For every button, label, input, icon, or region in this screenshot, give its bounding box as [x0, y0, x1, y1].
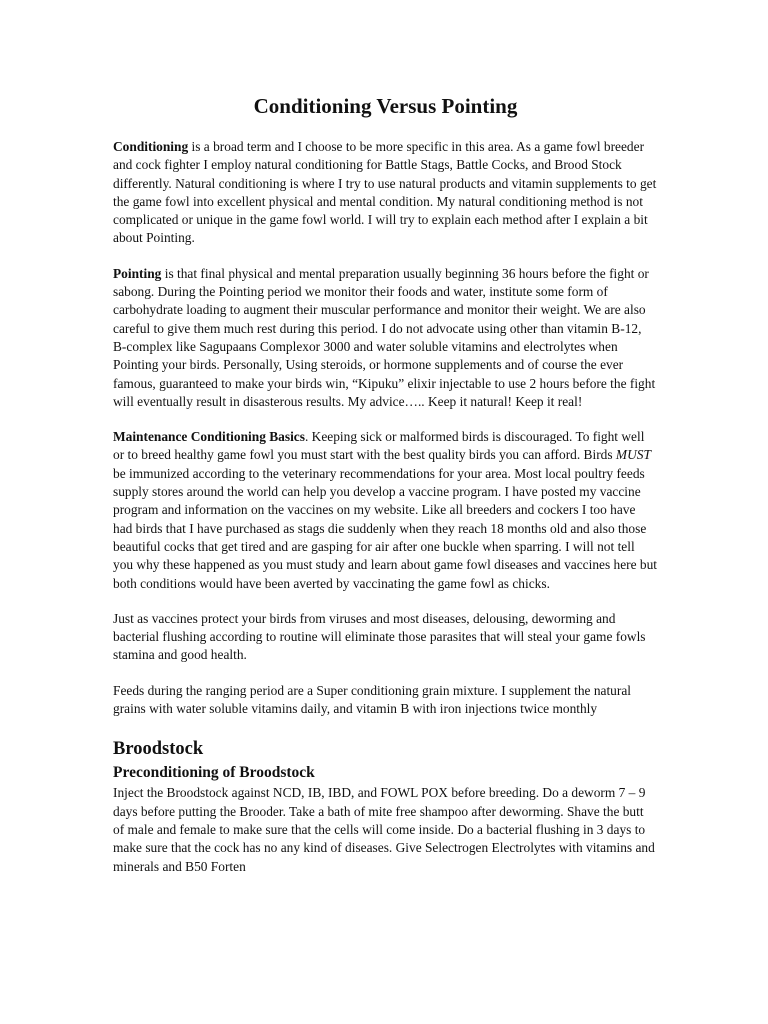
paragraph-preconditioning: Inject the Broodstock against NCD, IB, IBD, and FOWL POX before breeding. Do a deworm 7 – 9 days before putting the Brooder. Take a bath of mite free shampoo after deworming. Shave the butt of male and female to make sure that the cells will come inside. Do a bacterial flushing in 3 days to make sure that the cock has no any kind of diseases. Give Selectrogen Electrolytes with vitamins and minerals and B50 Forten [113, 785, 655, 874]
document-page [113, 0, 658, 876]
paragraph-maintenance [113, 428, 658, 593]
subsection-heading-preconditioning: Preconditioning of Broodstock [113, 764, 315, 782]
paragraph-pointing [113, 265, 658, 411]
paragraph-lead-conditioning: Conditioning [113, 139, 189, 154]
paragraph-text-conditioning: is a broad term and I choose to be more specific in this area. As a game fowl breeder and cock fighter I employ natural conditioning for Battle Stags, Battle Cocks, and Brood Stock differently. Natural conditioning is where I try to use natural products and vitamin supplements to get the game fowl into excellent physical and mental condition. My natural conditioning method is not complicated or unique in the game fowl world. I will try to explain each method after I explain a bit about Pointing. [113, 139, 657, 246]
paragraph-emphasis-must: MUST [615, 447, 651, 463]
paragraph-text-pointing: is that final physical and mental preparation usually beginning 36 hours before the fight or sabong. During the Pointing period we monitor their foods and water, institute some form of carbohydrate loading to augment their muscular performance and monitor their weight. We are also careful to give them much rest during this period. I do not advocate using other than vitamin B-12, B-complex like Sagupaans Complexor 3000 and water soluble vitamins and electrolytes when Pointing your birds. Personally, Using steroids, or hormone supplements and of course the ever famous, guaranteed to make your birds win, “Kipuku” elixir injectable to use 2 hours before the fight will eventually result in disasterous results. My advice….. Keep it natural! Keep it real! [113, 265, 656, 409]
section-heading-broodstock: Broodstock [113, 739, 204, 760]
paragraph-lead-pointing: Pointing [113, 265, 162, 281]
paragraph-feeds: Feeds during the ranging period are a Super conditioning grain mixture. I supplement the natural grains with water soluble vitamins daily, and vitamin B with iron injections twice monthly [113, 682, 632, 717]
paragraph-lead-maintenance: Maintenance Conditioning Basics [113, 429, 305, 445]
paragraph-text-maintenance-before: . Keeping sick or malformed birds is discouraged. To fight well or to breed healthy game fowl you must start with the best quality birds you can afford. Birds [113, 429, 645, 463]
document-title: Conditioning Versus Pointing [253, 94, 518, 118]
paragraph-vaccines: Just as vaccines protect your birds from viruses and most diseases, delousing, deworming and bacterial flushing according to routine will eliminate those parasites that will steal your game fowls stamina and good health. [113, 610, 646, 663]
paragraph-text-maintenance-after: be immunized according to the veterinary recommendations for your area. Most local poultry feeds supply stores around the world can help you develop a vaccine program. I have posted my vaccine program and information on the vaccines on my website. Like all breeders and cockers I too have had birds that I have purchased as stags die suddenly when they reach 18 months old and also those beautiful cocks that get tired and are gasping for air after one buckle when sparring. I will not tell you why these happened as you must study and learn about game fowl diseases and vaccines here but both conditions would have been averted by vaccinating the game fowl as chicks. [113, 465, 658, 591]
paragraph-conditioning [113, 138, 658, 248]
